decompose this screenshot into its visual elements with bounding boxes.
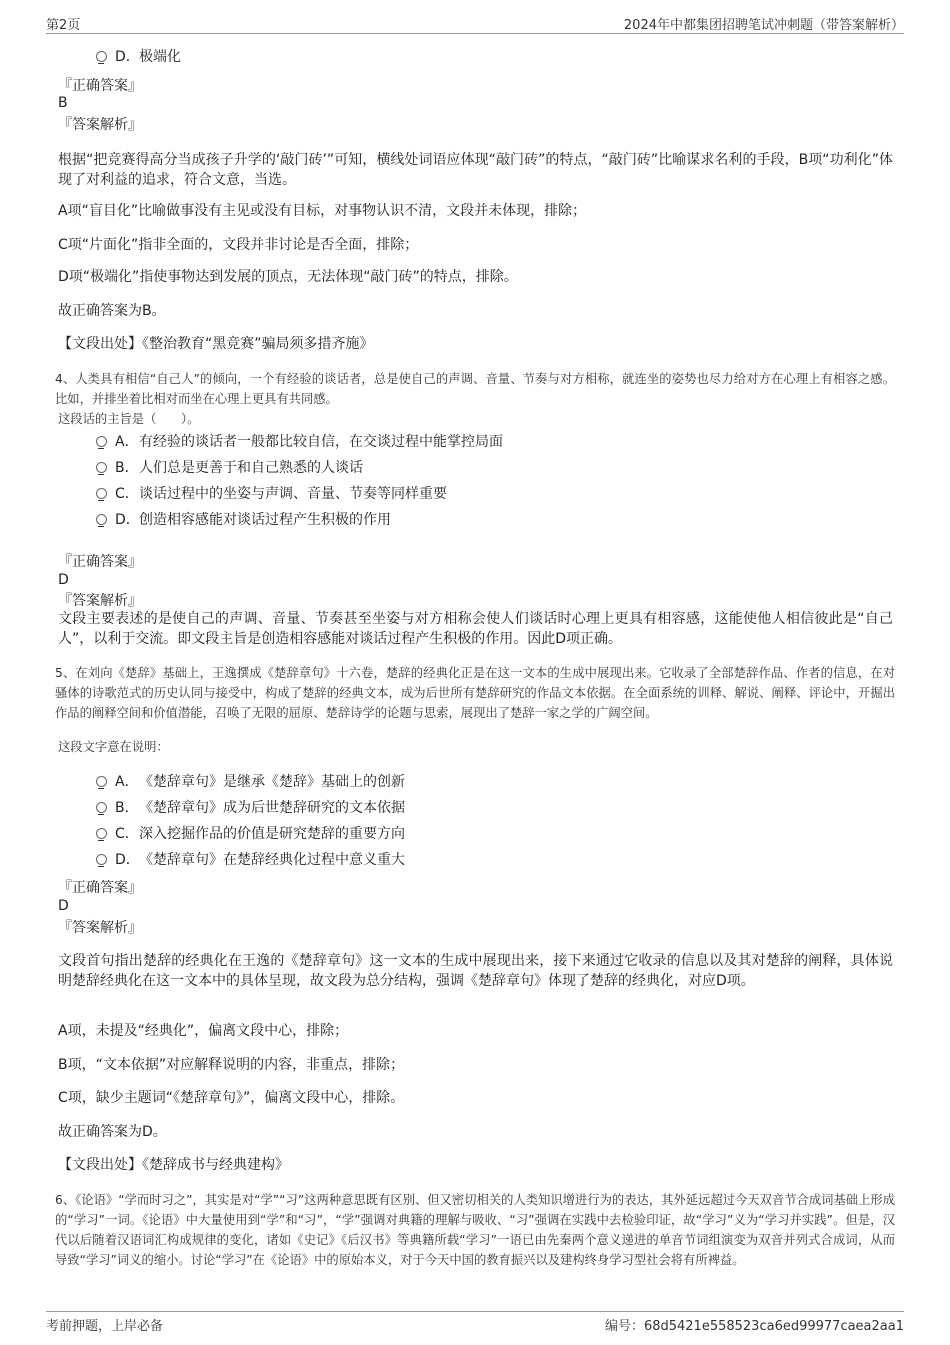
q3-analysis-para: 故正确答案为B。 (58, 303, 166, 319)
q5-analysis-para: 文段首句指出楚辞的经典化在王逸的《楚辞章句》这一文本的生成中展现出来，接下来通过它收录的信息以及其对楚辞的阐释，具体说明楚辞经典化在这一文本中的具体呈现，故文段为总分结构，强调《楚辞章句》体现了楚辞的经典化，对应D项。 (58, 953, 893, 989)
q4-answer-label: 『正确答案』 (58, 554, 142, 570)
document-title: 2024年中都集团招聘笔试冲刺题（带答案解析） (623, 18, 904, 33)
q5-answer: D (58, 898, 69, 914)
q3-answer: B (58, 95, 68, 111)
q4-analysis-label: 『答案解析』 (58, 593, 142, 609)
q5-answer-label: 『正确答案』 (58, 880, 142, 896)
q5-option-b[interactable]: B．《楚辞章句》成为后世楚辞研究的文本依据 (96, 799, 405, 817)
q4-option-a[interactable]: A．有经验的谈话者一般都比较自信，在交谈过程中能掌控局面 (96, 433, 503, 451)
q5-option-c[interactable]: C．深入挖掘作品的价值是研究楚辞的重要方向 (96, 825, 405, 843)
q4-analysis: 文段主要表述的是使自己的声调、音量、节奏甚至坐姿与对方相称会使人们谈话时心理上更具有相容感，这能使他人相信彼此是“自己人”，以利于交流。即文段主旨是创造相容感能对谈话过程产生积极的作用。因此D项正确。 (58, 611, 893, 647)
q4-prompt: 这段话的主旨是（ ）。 (58, 412, 200, 426)
q5-stem: 5、在刘向《楚辞》基础上，王逸撰成《楚辞章句》十六卷，楚辞的经典化正是在这一文本的生成中展现出来。它收录了全部楚辞作品、作者的信息，在对骚体的诗歌范式的历史认同与接受中，构成了楚辞的经典文本，成为后世所有楚辞研究的作品文本依据。在全面系统的训释、解说、阐释、评论中，开掘出作品的阐释空间和价值潜能，召唤了无限的屈原、楚辞诗学的论题与思索，展现出了楚辞一家之学的广阔空间。 (55, 666, 895, 720)
q3-analysis-para: 根据“把竞赛得高分当成孩子升学的‘敲门砖’”可知，横线处词语应体现“敲门砖”的特点，“敲门砖”比喻谋求名利的手段，B项“功利化”体现了对利益的追求，符合文意，当选。 (58, 152, 893, 188)
q5-option-a[interactable]: A．《楚辞章句》是继承《楚辞》基础上的创新 (96, 773, 405, 791)
q5-analysis-label: 『答案解析』 (58, 920, 142, 936)
radio-icon[interactable] (96, 436, 107, 447)
radio-icon[interactable] (96, 854, 107, 865)
radio-icon[interactable] (96, 462, 107, 473)
page-header (46, 14, 904, 32)
page-number: 第2页 (46, 18, 81, 33)
q4-answer: D (58, 572, 69, 588)
q4-option-d[interactable]: D．创造相容感能对谈话过程产生积极的作用 (96, 511, 391, 529)
q4-option-b[interactable]: B．人们总是更善于和自己熟悉的人谈话 (96, 459, 363, 477)
q5-option-d[interactable]: D．《楚辞章句》在楚辞经典化过程中意义重大 (96, 851, 405, 869)
q5-analysis-para: A项，未提及“经典化”，偏离文段中心，排除； (58, 1023, 349, 1039)
radio-icon[interactable] (96, 51, 107, 62)
q3-analysis-para: A项“盲目化”比喻做事没有主见或没有目标，对事物认识不清，文段并未体现，排除； (58, 203, 587, 219)
document-code: 编号：68d5421e558523ca6ed99977caea2aa1 (604, 1319, 904, 1334)
footer-divider (46, 1311, 904, 1312)
q5-analysis-para: 故正确答案为D。 (58, 1124, 167, 1140)
header-divider (46, 33, 904, 34)
q5-prompt: 这段文字意在说明： (58, 740, 169, 754)
q5-analysis-para: C项，缺少主题词“《楚辞章句》”，偏离文段中心，排除。 (58, 1090, 405, 1106)
radio-icon[interactable] (96, 514, 107, 525)
footer-slogan: 考前押题，上岸必备 (46, 1319, 164, 1334)
q6-stem: 6、《论语》“学而时习之”，其实是对“学”“习”这两种意思既有区别、但又密切相关的人类知识增进行为的表达，其外延远超过今天双音节合成词基础上形成的“学习”一词。《论语》中大量使用到“学”和“习”，“学”强调对典籍的理解与吸收、“习”强调在实践中去检验印证，故“学习”义为“学习并实践”。但是，汉代以后随着汉语词汇构成规律的变化，诸如《史记》《后汉书》等典籍所载“学习”一语已由先秦两个意义递进的单音节词组演变为双音并列式合成词，从而导致“学习”词义的缩小。讨论“学习”在《论语》中的原始本义，对于今天中国的教育振兴以及建构终身学习型社会将有所裨益。 (55, 1193, 895, 1267)
q3-analysis-para: C项“片面化”指非全面的，文段并非讨论是否全面，排除； (58, 237, 419, 253)
radio-icon[interactable] (96, 488, 107, 499)
q3-analysis-label: 『答案解析』 (58, 117, 142, 133)
q3-option-d[interactable]: D．极端化 (96, 48, 181, 66)
q5-source: 【文段出处】《楚辞成书与经典建构》 (58, 1157, 289, 1173)
radio-icon[interactable] (96, 802, 107, 813)
q3-analysis-para: D项“极端化”指使事物达到发展的顶点，无法体现“敲门砖”的特点，排除。 (58, 269, 518, 285)
q3-answer-label: 『正确答案』 (58, 78, 142, 94)
page-footer (46, 1315, 904, 1333)
radio-icon[interactable] (96, 828, 107, 839)
q4-stem: 4、人类具有相信“自己人”的倾向，一个有经验的谈话者，总是使自己的声调、音量、节奏与对方相称，就连坐的姿势也尽力给对方在心理上有相容之感。比如，并排坐着比相对而坐在心理上更具有共同感。 (55, 372, 895, 406)
q5-analysis-para: B项，“文本依据”对应解释说明的内容，非重点，排除； (58, 1057, 405, 1073)
radio-icon[interactable] (96, 776, 107, 787)
q3-source: 【文段出处】《整治教育“黑竞赛”骗局须多措齐施》 (58, 336, 374, 352)
q4-option-c[interactable]: C．谈话过程中的坐姿与声调、音量、节奏等同样重要 (96, 485, 447, 503)
